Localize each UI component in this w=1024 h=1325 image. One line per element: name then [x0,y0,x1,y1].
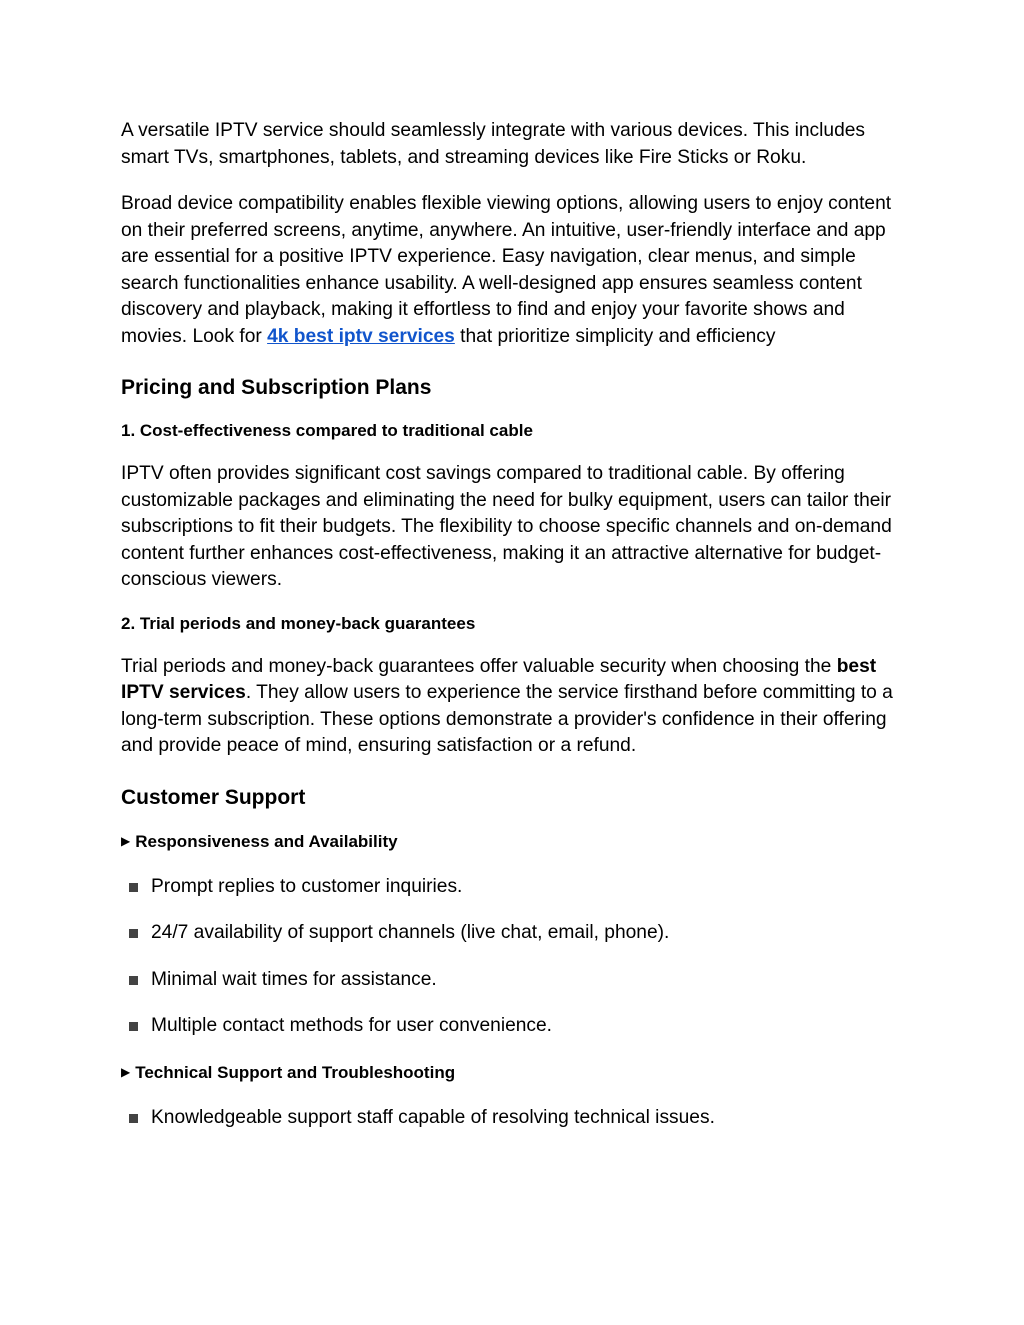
square-bullet-icon [129,929,138,938]
technical-support-label: Technical Support and Troubleshooting [135,1062,456,1082]
technical-support-list [121,1105,911,1132]
cost-effectiveness-paragraph: IPTV often provides significant cost savings compared to traditional cable. By offering customizable packages and eliminating the need for bulky equipment, users can tailor their subscriptions to fit their budgets. The flexibility to choose specific channels and on-demand content further enhances cost-effectiveness, making it an attractive alternative for budget-conscious viewers. [121,463,892,590]
list-item: 24/7 availability of support channels (live chat, email, phone). [121,920,911,947]
square-bullet-icon [129,1022,138,1031]
trial-periods-tail: . They allow users to experience the service firsthand before committing to a long-term subscription. These options demonstrate a provider's confidence in their offering and provide peace of mind, ensuring satisfaction or a refund. [121,682,893,756]
list-item: Prompt replies to customer inquiries. [121,874,911,901]
responsiveness-list [121,874,911,1040]
list-item: Multiple contact methods for user convenience. [121,1013,911,1040]
best-iptv-services-bold: best IPTV services [121,655,877,703]
square-bullet-icon [129,883,138,892]
intro-paragraph-2 [121,191,911,350]
cost-effectiveness-subheading: 1. Cost-effectiveness compared to traditional cable [121,421,533,440]
intro-paragraph-2-tail: that prioritize simplicity and efficiency [454,325,776,347]
customer-support-heading: Customer Support [121,785,306,809]
list-item: Minimal wait times for assistance. [121,967,911,994]
technical-support-toggle[interactable] [121,1060,911,1085]
triangle-right-icon: ▶ [121,833,131,848]
responsiveness-toggle[interactable] [121,829,911,854]
trial-periods-subheading: 2. Trial periods and money-back guarantees [121,613,476,633]
intro-paragraph-2-text: Broad device compatibility enables flexible viewing options, allowing users to enjoy content on their preferred screens, anytime, anywhere. An intuitive, user-friendly interface and app are essential for a positive IPTV experience. Easy navigation, clear menus, and simple search functionalities enhance usability. A well-designed app ensures seamless content discovery and playback, making it effortless to find and enjoy your favorite shows and movies. Look for [121,193,892,347]
intro-paragraph-1: A versatile IPTV service should seamlessly integrate with various devices. This includes smart TVs, smartphones, tablets, and streaming devices like Fire Sticks or Roku. [121,120,866,168]
list-item: Knowledgeable support staff capable of resolving technical issues. [121,1105,911,1132]
square-bullet-icon [129,976,138,985]
best-iptv-services-link[interactable]: 4k best iptv services [267,325,455,347]
document-page [121,118,911,1131]
pricing-heading: Pricing and Subscription Plans [121,376,432,399]
triangle-right-icon: ▶ [121,1064,131,1079]
square-bullet-icon [129,1114,138,1123]
responsiveness-label: Responsiveness and Availability [135,831,398,851]
trial-periods-text: Trial periods and money-back guarantees offer valuable security when choosing the [121,655,837,677]
trial-periods-paragraph [121,654,911,760]
